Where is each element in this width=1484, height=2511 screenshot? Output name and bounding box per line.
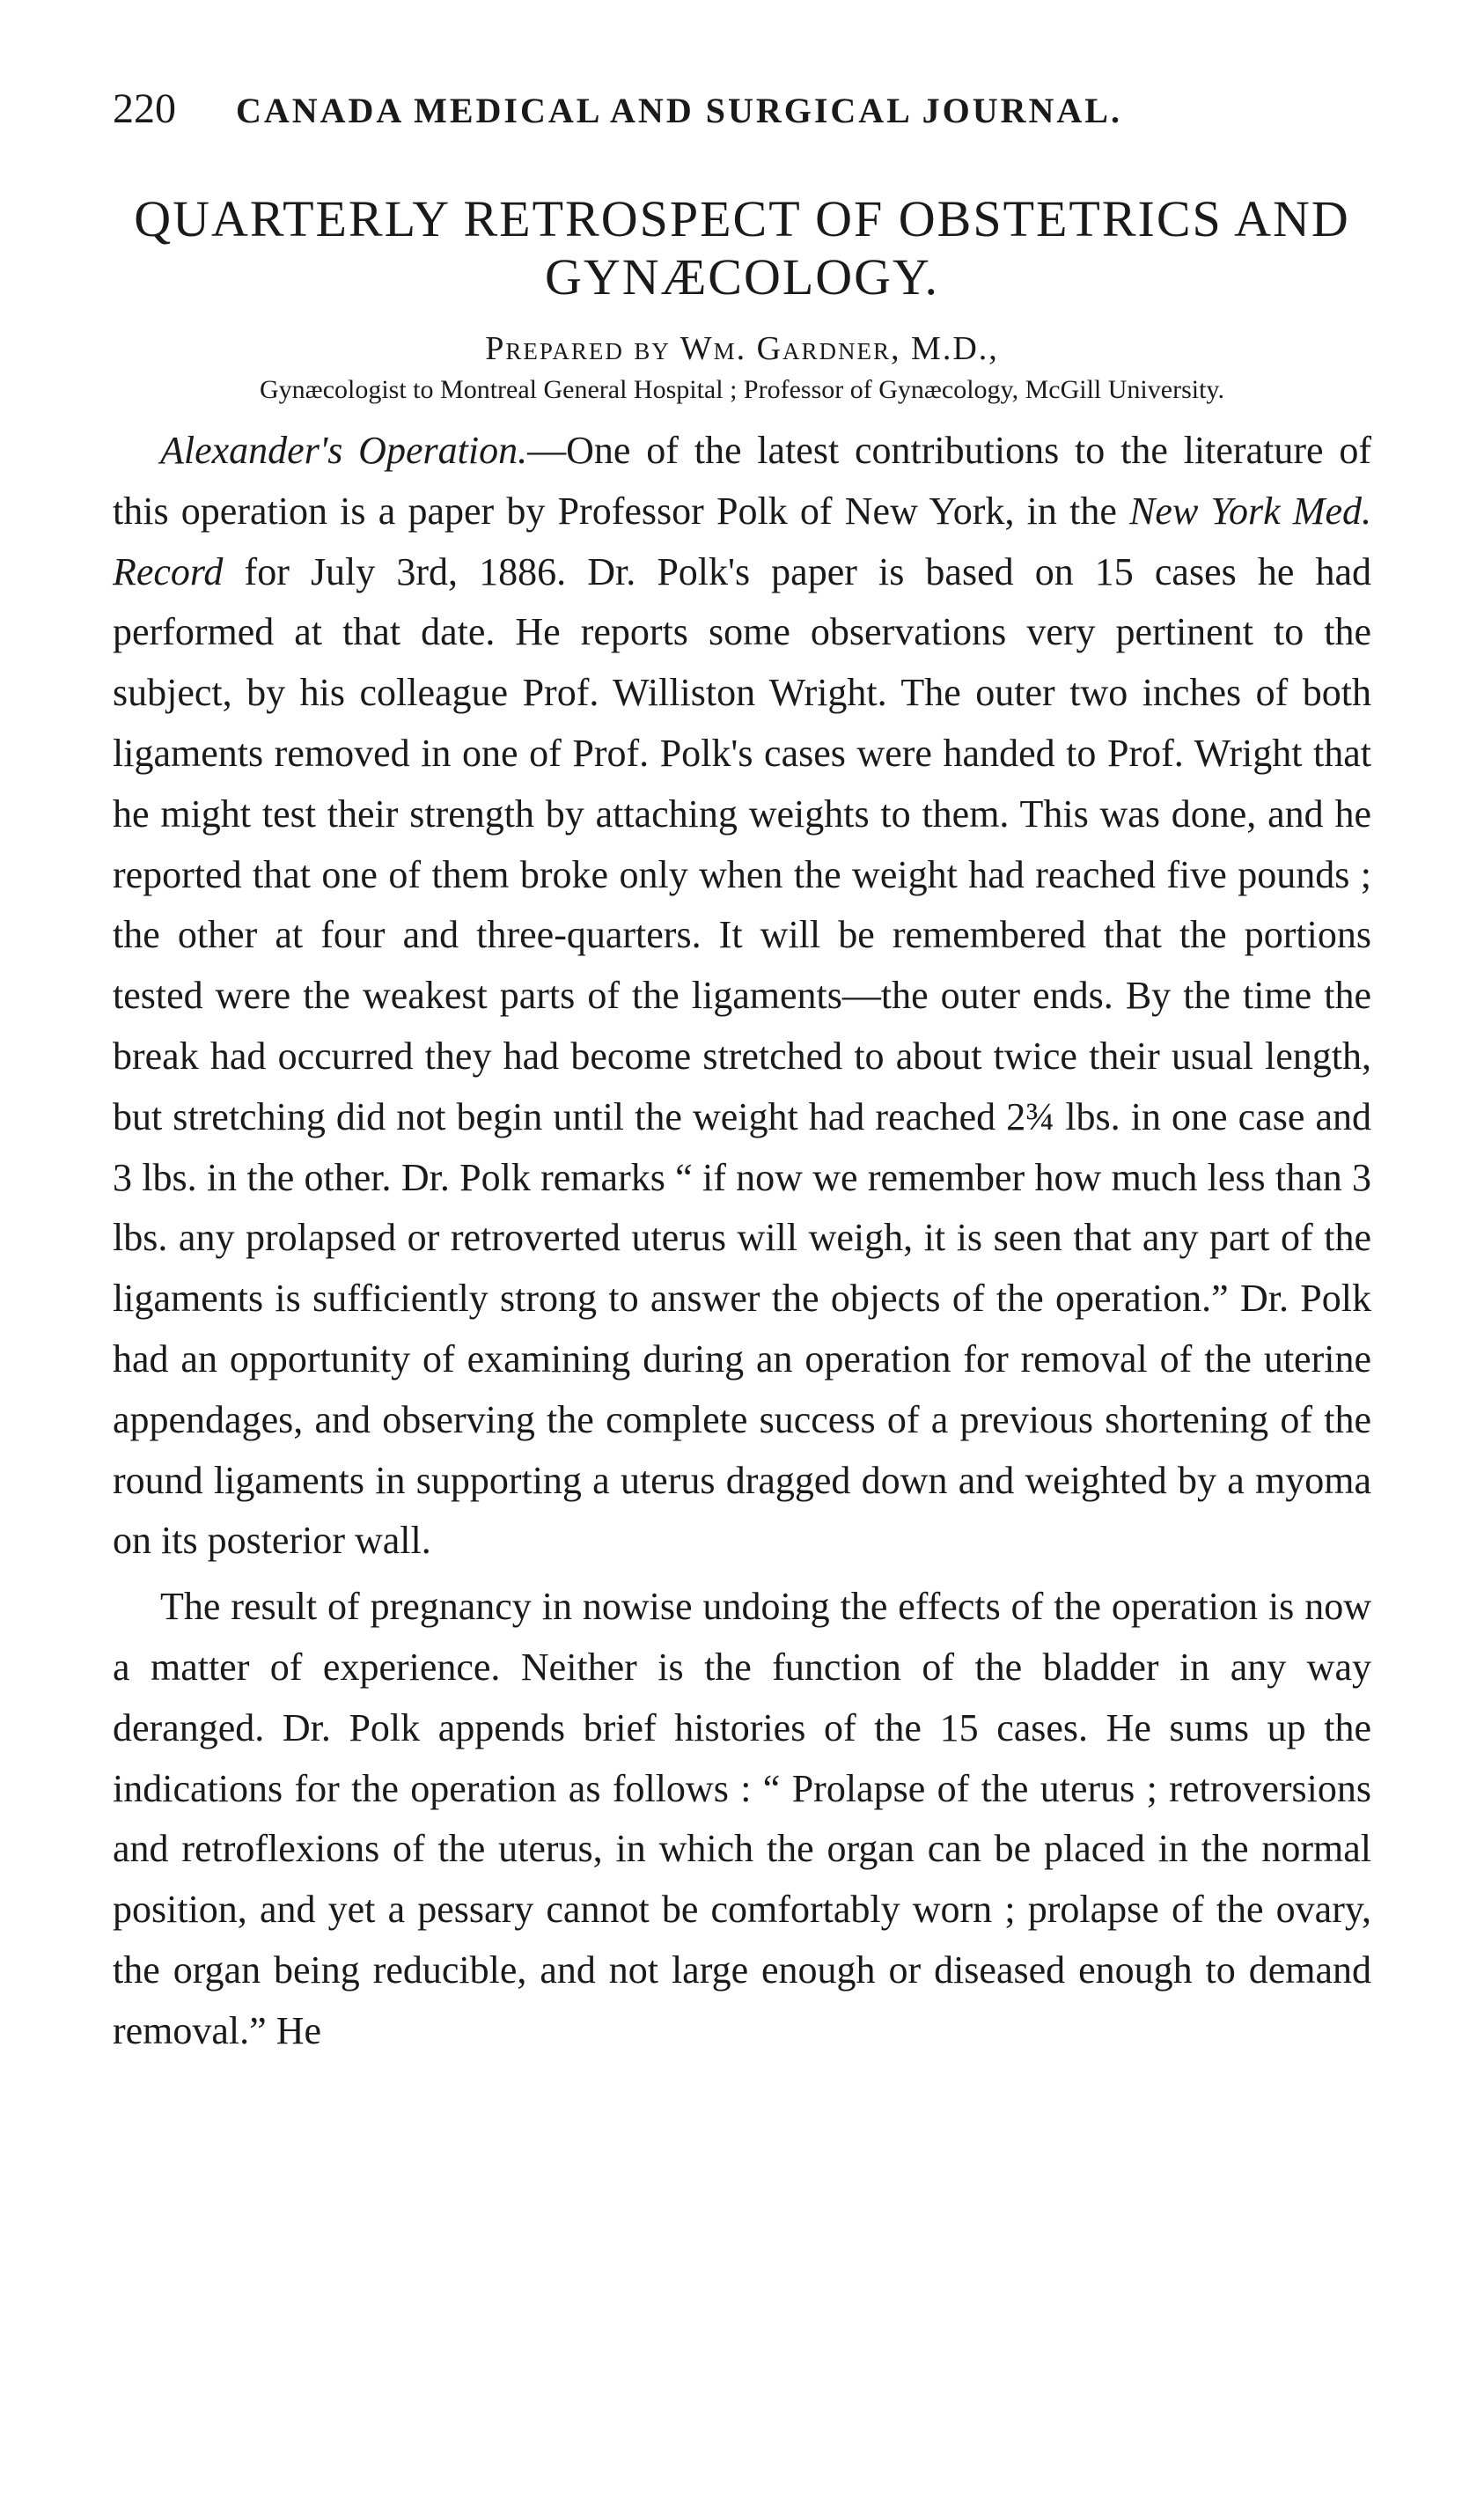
cited-journal: New York Med. Record	[113, 489, 1371, 593]
paragraph-text-part-b: for July 3rd, 1886. Dr. Polk's paper is based on 15 cases he had performed at that date. He reports some observations very pertinent to the subject, by his colleague Prof. Williston Wright. The outer two inches of both ligaments removed in one of Prof. Polk's cases were handed to Prof. Wright that he might test their strength by attaching weights to them. This was done, and he reported that one of them broke only when the weight had reached five pounds ; the other at four and three-quarters. It will be remembered that the portions tested were the weakest parts of the ligaments—the outer ends. By the time the break had occurred they had become stretched to about twice their usual length, but stretching did not begin until the weight had reached 2¾ lbs. in one case and 3 lbs. in the other. Dr. Polk remarks “ if now we remember how much less than 3 lbs. any prolapsed or retroverted uterus will weigh, it is seen that any part of the ligaments is sufficiently strong to answer the objects of the operation.” Dr. Polk had an opportunity of examining during an operation for removal of the uterine appendages, and observing the complete success of a previous shortening of the round ligaments in supporting a uterus dragged down and weighted by a myoma on its posterior wall.	[113, 549, 1371, 1563]
section-title	[113, 190, 1371, 306]
paragraph-heading: Alexander's Operation.	[160, 429, 528, 472]
paragraph-pregnancy-results: The result of pregnancy in nowise undoing the effects of the operation is now a matter of experience. Neither is the function of the bladder in any way deranged. Dr. Polk appends brief histories of the 15 cases. He sums up the indications for the operation as follows : “ Prolapse of the uterus ; retroversions and retroflexions of the uterus, in which the organ can be placed in the normal position, and yet a pessary cannot be comfortably worn ; prolapse of the ovary, the organ being reducible, and not large enough or diseased enough to demand removal.” He	[113, 1585, 1371, 2052]
journal-title: CANADA MEDICAL AND SURGICAL JOURNAL.	[236, 91, 1122, 130]
running-head	[113, 85, 1371, 146]
journal-page	[113, 85, 1371, 2062]
paragraph-text-part-a: —One of the latest contributions to the literature of this operation is a paper by Professor Polk of New York, in the	[113, 429, 1371, 533]
author-affiliation: Gynæcologist to Montreal General Hospital ; Professor of Gynæcology, McGill University.	[260, 375, 1224, 404]
section-title-line-1: QUARTERLY RETROSPECT OF OBSTETRICS AND	[134, 190, 1350, 247]
page-number: 220	[113, 85, 176, 132]
author-byline: Prepared by Wm. Gardner, M.D.,	[485, 330, 999, 367]
paragraph-alexanders-operation	[113, 421, 1371, 1572]
article-body	[113, 421, 1371, 2062]
section-title-line-2: GYNÆCOLOGY.	[545, 248, 939, 306]
